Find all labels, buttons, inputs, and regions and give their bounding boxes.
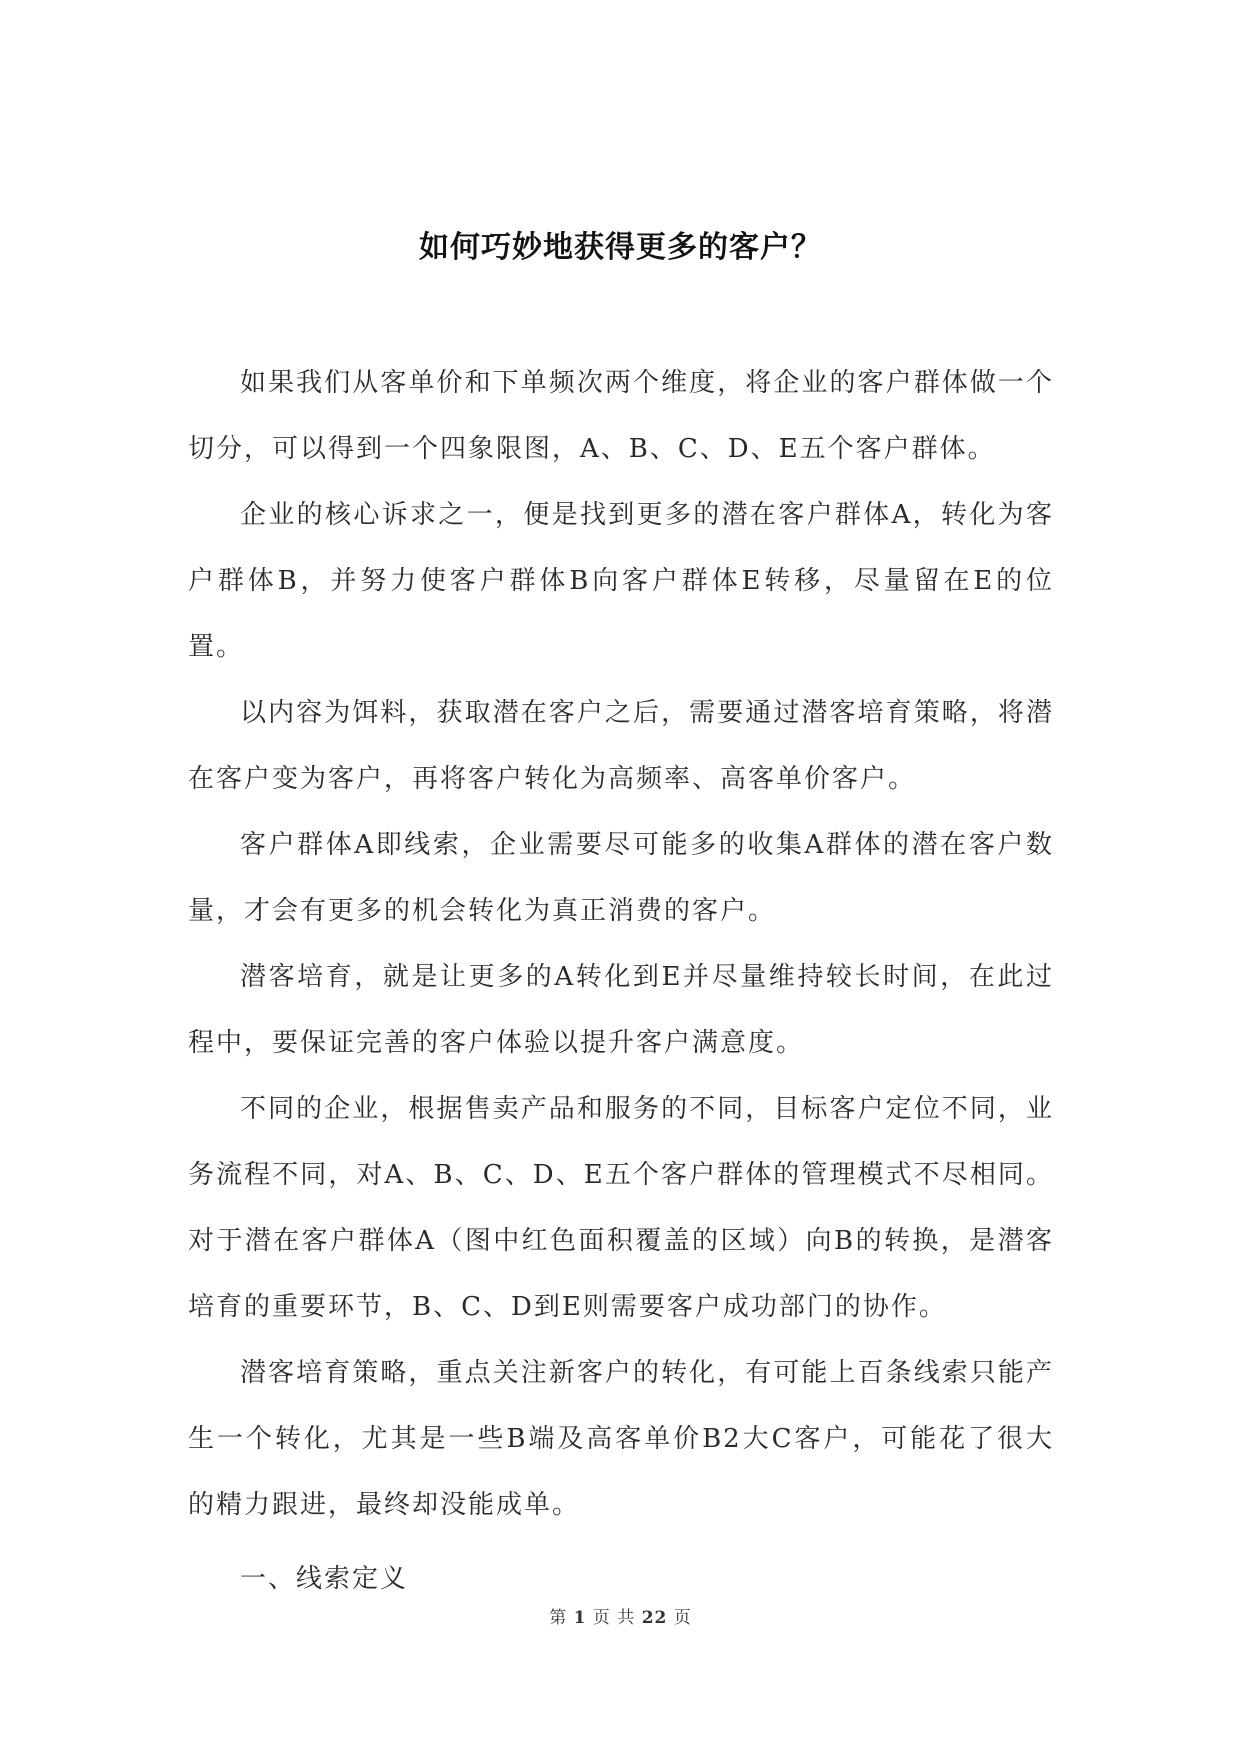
paragraph: 不同的企业，根据售卖产品和服务的不同，目标客户定位不同，业务流程不同，对A、B、C、D、E五个客户群体的管理模式不尽相同。对于潜在客户群体A（图中红色面积覆盖的区域）向B的转换，是潜客培育的重要环节，B、C、D到E则需要客户成功部门的协作。 [188, 1094, 1054, 1322]
section-heading: 一、线索定义 [240, 1564, 409, 1594]
paragraph: 潜客培育，就是让更多的A转化到E并尽量维持较长时间，在此过程中，要保证完善的客户体验以提升客户满意度。 [188, 962, 1054, 1058]
document-title: 如何巧妙地获得更多的客户？ [419, 230, 822, 265]
page-footer [0, 1603, 1241, 1628]
total-pages-number: 22 [641, 1608, 668, 1628]
paragraph: 潜客培育策略，重点关注新客户的转化，有可能上百条线索只能产生一个转化，尤其是一些B端及高客单价B2大C客户，可能花了很大的精力跟进，最终却没能成单。 [188, 1358, 1054, 1520]
paragraph: 企业的核心诉求之一，便是找到更多的潜在客户群体A，转化为客户群体B，并努力使客户群体B向客户群体E转移，尽量留在E的位置。 [188, 500, 1054, 662]
footer-middle: 页 共 [592, 1608, 636, 1628]
paragraph: 客户群体A即线索，企业需要尽可能多的收集A群体的潜在客户数量，才会有更多的机会转化为真正消费的客户。 [188, 830, 1054, 926]
current-page-number: 1 [573, 1608, 587, 1628]
paragraph: 以内容为饵料，获取潜在客户之后，需要通过潜客培育策略，将潜在客户变为客户，再将客户转化为高频率、高客单价客户。 [188, 698, 1054, 794]
footer-suffix: 页 [673, 1608, 692, 1628]
document-body [188, 350, 1054, 1612]
paragraph: 如果我们从客单价和下单频次两个维度，将企业的客户群体做一个切分，可以得到一个四象限图，A、B、C、D、E五个客户群体。 [188, 368, 1054, 464]
footer-prefix: 第 [549, 1608, 568, 1628]
